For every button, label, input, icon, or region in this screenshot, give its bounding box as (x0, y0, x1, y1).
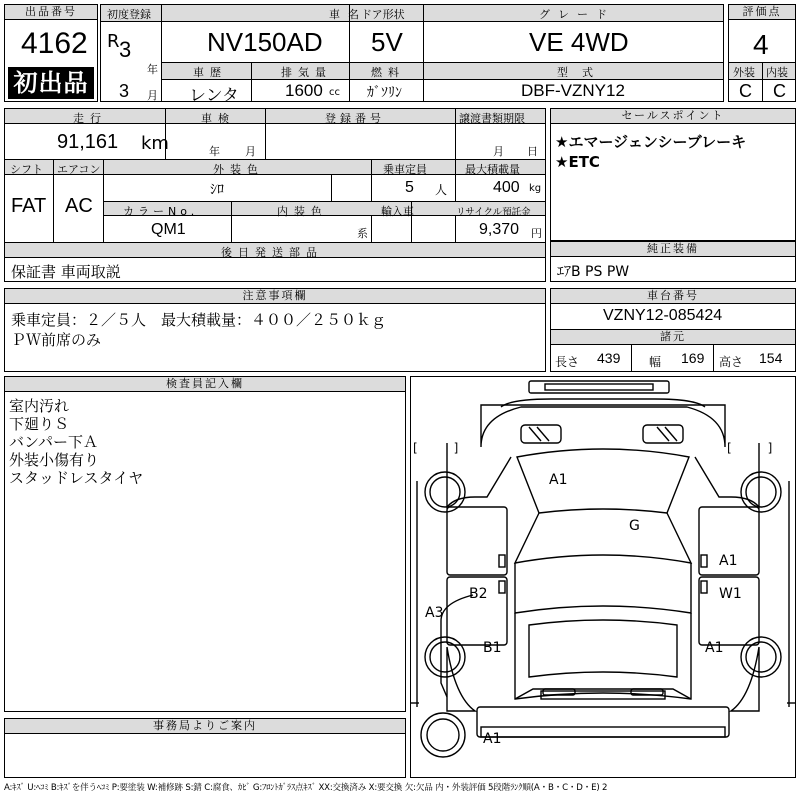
lot-box (4, 4, 98, 102)
fuel-header: 燃料 (371, 66, 405, 79)
color-no-value: QM1 (151, 221, 186, 238)
inspector-header: 検査員記入欄 (5, 377, 405, 392)
displacement-unit: cc (329, 87, 340, 98)
capacity-unit: 人 (435, 183, 448, 197)
header-row (162, 63, 723, 79)
int-color-unit: 系 (357, 227, 368, 240)
first-reg-header: 初度登録 (107, 8, 151, 21)
length-value: 439 (597, 350, 621, 366)
mark-windshield: G (629, 518, 640, 534)
score-header: 評価点 (729, 5, 795, 20)
aircon-value: AC (65, 195, 93, 217)
divider (251, 62, 252, 101)
max-load-value: 400 (493, 179, 520, 196)
first-reg-month: 3 (119, 81, 130, 101)
divider (161, 79, 723, 80)
car-name-header: 車名 (329, 8, 367, 21)
interior-grade-value: C (773, 81, 786, 101)
divider (53, 159, 54, 242)
grade-value: VE 4WD (529, 27, 629, 57)
width-label: 幅 (649, 355, 662, 369)
first-reg-year: 3 (119, 37, 132, 62)
divider (423, 5, 424, 62)
mark-right-rear: A1 (705, 640, 724, 656)
car-diagram (410, 376, 796, 778)
legend: A:ｷｽﾞ U:ﾍｺﾐ B:ｷｽﾞを伴うﾍｺﾐ P:要塗装 W:補修跡 S:錆 C:腐食、ｶﾋﾞ G:ﾌﾛﾝﾄｶﾞﾗｽ点ｷｽﾞ XX:交換済み X:要交換 欠:欠品 内・外装評価 5段階ﾗﾝｸ順(A・B・C・D・E) 2 (4, 783, 608, 793)
spec-box (4, 108, 546, 282)
inspection-year-unit: 年 (209, 145, 220, 158)
recycle-unit: 円 (531, 227, 542, 240)
divider (331, 175, 332, 201)
notes-header: 注意事項欄 (5, 289, 545, 304)
lot-header: 出品番号 (5, 5, 97, 20)
door-value: 5V (371, 27, 403, 57)
inspector-box (4, 376, 406, 712)
ext-color-value: ｼﾛ (210, 182, 224, 198)
genuine-equipment-header: 純正装備 (551, 242, 795, 257)
capacity-value: 5 (405, 179, 414, 196)
reg-number-header: 登録番号 (325, 112, 385, 125)
aircon-header: エアコン (57, 163, 101, 176)
bracket-left: [ ] (413, 441, 459, 455)
later-parts-header: 後日発送部品 (221, 246, 323, 259)
inspector-line: 外装小傷有り (9, 451, 100, 469)
divider (423, 62, 424, 101)
recycle-value: 9,370 (479, 221, 520, 238)
lot-number: 4162 (21, 27, 88, 60)
main-info-box (100, 4, 724, 106)
inspector-line: 下廻りＳ (9, 415, 70, 433)
ext-color-header: 外装色 (213, 163, 264, 176)
first-listing-badge: 初出品 (8, 67, 94, 99)
transfer-month-unit: 月 (493, 145, 504, 158)
header-row (101, 5, 723, 22)
grade-header: グレード (539, 8, 615, 21)
width-value: 169 (681, 350, 705, 366)
mileage-value: 91,161 (57, 131, 119, 153)
car-name-value: NV150AD (207, 27, 323, 57)
mark-left-side: A3 (425, 605, 444, 621)
history-value: レンタ (189, 86, 239, 106)
inspector-line: バンパー下Ａ (9, 433, 98, 451)
history-header: 車歴 (193, 66, 227, 79)
divider (265, 109, 266, 159)
int-color-header: 内装色 (277, 205, 328, 218)
first-reg-era: R (107, 31, 120, 52)
divider (161, 5, 162, 101)
mileage-header: 走行 (73, 112, 107, 125)
door-header: ドア形状 (361, 8, 405, 21)
divider (631, 345, 632, 371)
chassis-header: 車台番号 (551, 289, 795, 304)
mark-rear-bumper: A1 (483, 731, 502, 747)
import-header: 輸入車 (381, 205, 414, 218)
divider (762, 62, 763, 101)
sales-points-box (550, 108, 796, 241)
notes-line: 乗車定員：２／５人 最大積載量：４００／２５０ｋｇ (11, 311, 387, 329)
interior-grade-header: 内装 (766, 66, 788, 79)
sales-points-header: セールスポイント (551, 109, 795, 124)
height-value: 154 (759, 350, 783, 366)
displacement-value: 1600 (285, 81, 323, 100)
car-diagram-svg (411, 377, 795, 777)
color-no-header: カラーNo. (123, 205, 199, 218)
first-reg-year-unit: 年 (147, 63, 158, 76)
mark-right-front-door: W1 (719, 586, 742, 602)
mark-hood: A1 (549, 472, 568, 488)
inspection-month-unit: 月 (245, 145, 256, 158)
shift-value: FAT (11, 195, 47, 217)
exterior-grade-header: 外装 (733, 66, 755, 79)
bracket-right: [ ] (727, 441, 773, 455)
inspector-line: 室内汚れ (9, 397, 70, 415)
later-parts-value: 保証書 車両取説 (11, 263, 121, 281)
model-code-value: DBF-VZNY12 (521, 81, 625, 100)
transfer-day-unit: 日 (527, 145, 538, 158)
model-code-header: 型式 (557, 66, 607, 79)
office-header: 事務局よりご案内 (5, 719, 405, 734)
length-label: 長さ (555, 355, 580, 369)
fuel-value: ｶﾞｿﾘﾝ (367, 85, 402, 101)
divider (713, 345, 714, 371)
office-box (4, 718, 406, 778)
divider (455, 109, 456, 159)
sales-point-line: ★ETC (555, 153, 600, 171)
mark-right-front-fender: A1 (719, 553, 738, 569)
height-label: 高さ (719, 355, 744, 369)
max-load-header: 最大積載量 (465, 163, 520, 176)
sales-point-line: ★エマージェンシーブレーキ (555, 133, 747, 151)
divider (349, 62, 350, 101)
inspector-line: スタッドレスタイヤ (9, 469, 144, 487)
mileage-unit: km (141, 133, 169, 154)
score-box (728, 4, 796, 102)
displacement-header: 排気量 (281, 66, 332, 79)
first-reg-month-unit: 月 (147, 89, 158, 102)
notes-box (4, 288, 546, 372)
divider (231, 201, 232, 242)
genuine-equipment-box (550, 241, 796, 282)
mark-left-front-door: B2 (469, 586, 488, 602)
mark-left-rear-door: B1 (483, 640, 502, 656)
recycle-header: リサイクル預託金 (456, 207, 531, 218)
score-value: 4 (753, 29, 769, 60)
inspection-header: 車検 (201, 112, 235, 125)
dimensions-header: 諸元 (551, 330, 795, 345)
capacity-header: 乗車定員 (383, 163, 427, 176)
exterior-grade-value: C (739, 81, 752, 101)
transfer-header: 譲渡書類期限 (459, 112, 525, 125)
chassis-value: VZNY12-085424 (603, 307, 723, 324)
genuine-equipment-value: ｴｱB PS PW (557, 264, 630, 280)
divider (349, 5, 350, 62)
max-load-unit: kg (529, 183, 542, 194)
chassis-box (550, 288, 796, 372)
notes-line: ＰＷ前席のみ (11, 331, 102, 349)
shift-header: シフト (10, 163, 43, 176)
